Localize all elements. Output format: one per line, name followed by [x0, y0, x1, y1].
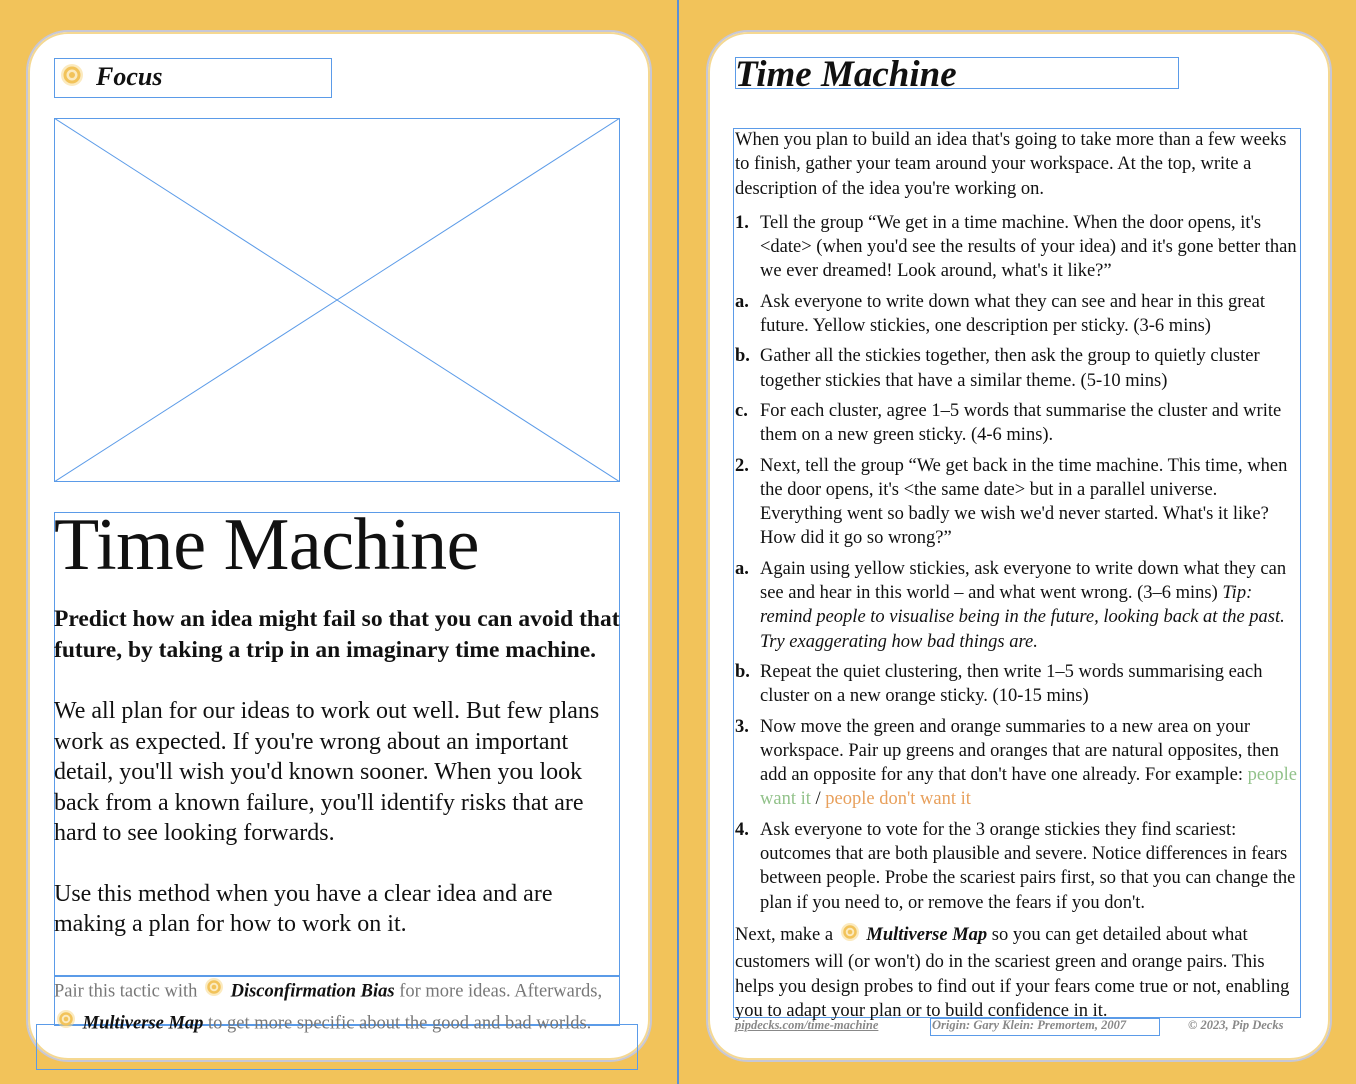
step-marker: 2.	[735, 455, 749, 476]
body-paragraph: Use this method when you have a clear idea and are making a plan for how to work on it.	[54, 880, 553, 937]
link-disconfirmation-bias[interactable]: Disconfirmation Bias	[230, 981, 395, 1002]
eye-icon	[54, 1008, 78, 1040]
next-paragraph	[735, 921, 1299, 1023]
method-title: Time Machine	[735, 54, 957, 95]
eye-icon	[202, 976, 226, 1008]
example-sep: /	[810, 789, 826, 810]
image-placeholder	[54, 118, 620, 482]
step-item	[735, 344, 1299, 393]
step-item	[735, 557, 1299, 654]
footer-copyright: © 2023, Pip Decks	[1188, 1018, 1284, 1032]
next-prefix: Next, make a	[735, 924, 834, 945]
step-marker: a.	[735, 291, 749, 312]
step-item	[735, 211, 1299, 284]
page-divider	[677, 0, 679, 1084]
category-guide	[54, 58, 332, 98]
step-item	[735, 715, 1299, 812]
step-item	[735, 290, 1299, 339]
method-body	[735, 128, 1299, 1023]
step-text: Ask everyone to vote for the 3 orange stickies they find scariest: outcomes that are both plausible and severe. Notice differences in fears between people. Probe the scariest pairs first, so that you can change the plan if you need to, or remove the fears if you don't.	[760, 819, 1296, 913]
step-marker: b.	[735, 346, 750, 367]
next-suffix: so you can get detailed about what customers will (or won't) do in the scariest green and orange pairs. This helps you design probes to find out if your fears come true or not, enabling you to adapt your plan or to build confidence in it.	[735, 924, 1290, 1021]
category-label: Focus	[96, 62, 163, 91]
body-paragraph: We all plan for our ideas to work out well. But few plans work as expected. If you're wrong about an important detail, you'll wish you'd known sooner. When you look back from a known failure, you'll identify risks that are hard to see looking forwards.	[54, 698, 600, 846]
step-item	[735, 660, 1299, 709]
step-item	[735, 818, 1299, 915]
step-tip: Tip: remind people to visualise being in the future, looking back at the past. Try exaggerating how bad things are.	[760, 583, 1285, 652]
footer-url-link[interactable]: pipdecks.com/time-machine	[735, 1018, 879, 1032]
card-subtitle: Predict how an idea might fail so that you can avoid that future, by taking a trip in an imaginary time machine.	[54, 606, 620, 663]
pair-tactic-text	[54, 976, 620, 1040]
link-multiverse-map[interactable]: Multiverse Map	[866, 924, 988, 945]
step-marker: b.	[735, 661, 750, 682]
step-marker: c.	[735, 400, 748, 421]
step-item	[735, 454, 1299, 551]
left-text-block	[54, 504, 620, 940]
step-text: Ask everyone to write down what they can see and hear in this great future. Yellow stickies, one description per sticky. (3-6 mins)	[760, 291, 1265, 337]
intro-paragraph: When you plan to build an idea that's going to take more than a few weeks to finish, gather your team around your workspace. At the top, write a description of the idea you're working on.	[735, 130, 1287, 199]
step-marker: a.	[735, 558, 749, 579]
step-text: Now move the green and orange summaries to a new area on your workspace. Pair up greens and oranges that are natural opposites, then add an opposite for any that don't have one already. For example:	[760, 716, 1279, 786]
step-text: For each cluster, agree 1–5 words that summarise the cluster and write them on a new green sticky. (4-6 mins).	[760, 400, 1282, 446]
step-text: Tell the group “We get in a time machine. When the door opens, it's <date> (when you'd see the results of your idea) and it's gone better than we ever dreamed! Look around, what's it like?”	[760, 212, 1297, 282]
pair-prefix: Pair this tactic with	[54, 981, 198, 1002]
example-orange: people don't want it	[825, 789, 971, 810]
eye-icon	[838, 921, 862, 950]
pair-middle: for more ideas. Afterwards,	[399, 981, 603, 1002]
step-item	[735, 399, 1299, 448]
step-text: Gather all the stickies together, then ask the group to quietly cluster together stickies that have a similar theme. (5-10 mins)	[760, 346, 1260, 391]
step-marker: 4.	[735, 819, 749, 840]
step-text: Next, tell the group “We get back in the time machine. This time, when the door opens, it's <the same date> but in a parallel universe. Everything went so badly we wish we'd never started. What's it like? How did it go so wrong?”	[760, 455, 1288, 549]
pair-suffix: to get more specific about the good and bad worlds.	[208, 1013, 592, 1034]
card-title: Time Machine	[54, 504, 479, 586]
step-text: Again using yellow stickies, ask everyone to write down what they can see and hear in this world – and what went wrong. (3–6 mins)	[760, 558, 1287, 604]
step-marker: 3.	[735, 716, 749, 737]
step-marker: 1.	[735, 212, 749, 233]
step-text: Repeat the quiet clustering, then write 1–5 words summarising each cluster on a new orange sticky. (10-15 mins)	[760, 661, 1263, 707]
link-multiverse-map[interactable]: Multiverse Map	[82, 1013, 204, 1034]
steps-list	[735, 211, 1299, 915]
footer-origin: Origin: Gary Klein: Premortem, 2007	[932, 1018, 1127, 1032]
example-green: people want it	[760, 765, 1297, 810]
